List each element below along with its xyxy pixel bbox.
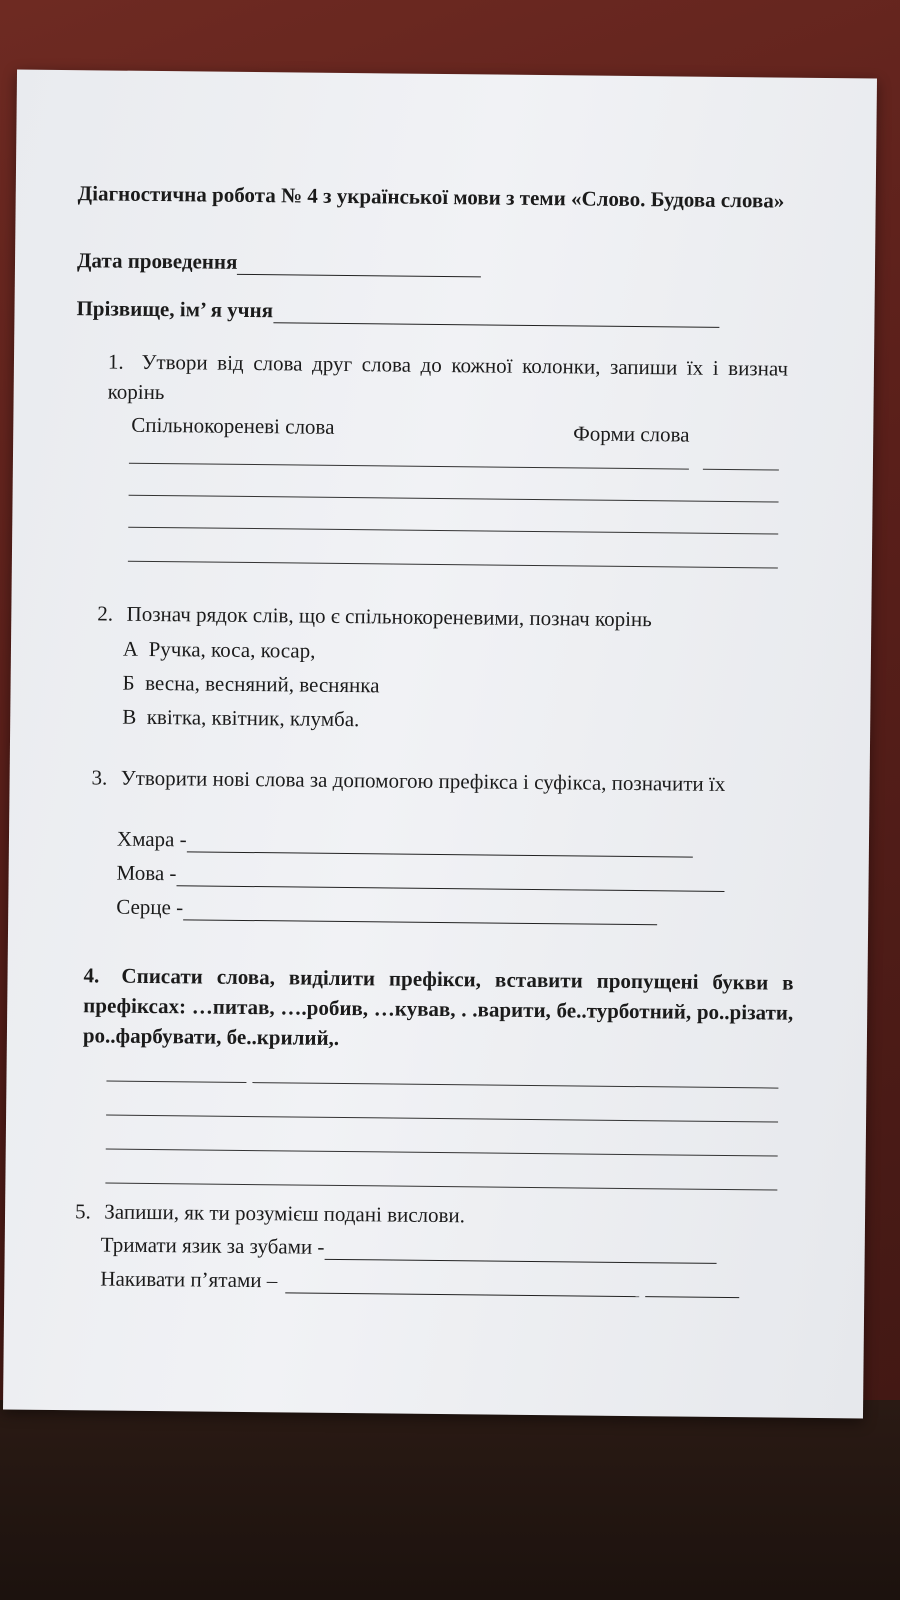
- item-label: Хмара -: [116, 826, 187, 852]
- task-5-item: [101, 1232, 717, 1263]
- task-3-item: [117, 827, 693, 858]
- worksheet-title: Діагностична робота № 4 з української мови з теми «Слово. Будова слова»: [77, 181, 785, 213]
- task-1-number: 1.: [107, 349, 124, 374]
- answer-line[interactable]: [129, 463, 689, 470]
- floor-background: [0, 1400, 900, 1600]
- task-3-item: [116, 895, 657, 926]
- date-field: [77, 248, 482, 277]
- date-label: Дата проведення: [76, 248, 238, 274]
- item-label: Серце -: [116, 894, 184, 920]
- task-2-option-b[interactable]: [122, 671, 379, 699]
- task-5-text: Запиши, як ти розумієш подані вислови.: [104, 1199, 466, 1228]
- option-letter: В: [122, 704, 137, 729]
- date-blank[interactable]: [237, 254, 481, 278]
- task-3-number: 3.: [91, 765, 108, 790]
- task-2: [97, 598, 797, 635]
- task-4: [83, 960, 794, 1057]
- answer-line[interactable]: [106, 1149, 778, 1157]
- item-label: Мова -: [116, 860, 177, 886]
- task-4-number: 4.: [83, 963, 100, 988]
- answer-line[interactable]: [252, 1082, 778, 1089]
- task-4-text: Списати слова, виділити префікси, вставити пропущені букви в префіксах: …питав, ….робив, …кував, . .варити, бе..турботний, ро..різати, ро..фарбувати, бе..крилий,.: [82, 963, 794, 1050]
- answer-blank[interactable]: [645, 1276, 739, 1298]
- worksheet-page: [3, 70, 877, 1419]
- task-3: [91, 762, 795, 799]
- task-1: [108, 347, 789, 414]
- answer-line[interactable]: [129, 495, 779, 503]
- name-field: [76, 296, 719, 328]
- option-letter: А: [122, 636, 139, 661]
- item-label: Тримати язик за зубами -: [100, 1232, 325, 1259]
- option-letter: Б: [122, 670, 135, 695]
- task-5-number: 5.: [74, 1199, 91, 1224]
- task-5: [75, 1196, 775, 1233]
- task-2-number: 2.: [97, 601, 114, 626]
- name-blank[interactable]: [273, 302, 719, 328]
- answer-blank[interactable]: [183, 899, 657, 925]
- task-1-column-left: Спільнокореневі слова: [131, 412, 335, 439]
- answer-line[interactable]: [105, 1183, 777, 1191]
- answer-blank[interactable]: [324, 1239, 716, 1264]
- answer-blank[interactable]: [187, 831, 693, 857]
- task-1-column-right: Форми слова: [573, 421, 690, 447]
- task-2-option-c[interactable]: [122, 705, 359, 732]
- option-text: Ручка, коса, косар,: [148, 636, 316, 663]
- answer-blank[interactable]: [285, 1272, 639, 1297]
- task-3-item: [116, 861, 724, 892]
- task-2-text: Познач рядок слів, що є спільнокореневими, познач корінь: [126, 601, 652, 632]
- answer-line[interactable]: [106, 1081, 246, 1083]
- answer-line[interactable]: [128, 527, 778, 535]
- task-5-item: [100, 1266, 739, 1298]
- item-label: Накивати п’ятами –: [100, 1266, 278, 1293]
- task-2-option-a[interactable]: [123, 637, 316, 664]
- answer-blank[interactable]: [176, 865, 724, 892]
- task-1-text: Утвори від слова друг слова до кожної колонки, запиши їх і визнач корінь: [107, 349, 789, 405]
- task-3-text: Утворити нові слова за допомогою префікса і суфікса, позначити їх: [120, 765, 726, 796]
- answer-line[interactable]: [128, 561, 778, 569]
- name-label: Прізвище, ім’ я учня: [76, 296, 274, 323]
- option-text: квітка, квітник, клумба.: [146, 704, 360, 732]
- answer-line[interactable]: [703, 469, 779, 471]
- option-text: весна, весняний, веснянка: [145, 670, 380, 698]
- answer-line[interactable]: [106, 1115, 778, 1123]
